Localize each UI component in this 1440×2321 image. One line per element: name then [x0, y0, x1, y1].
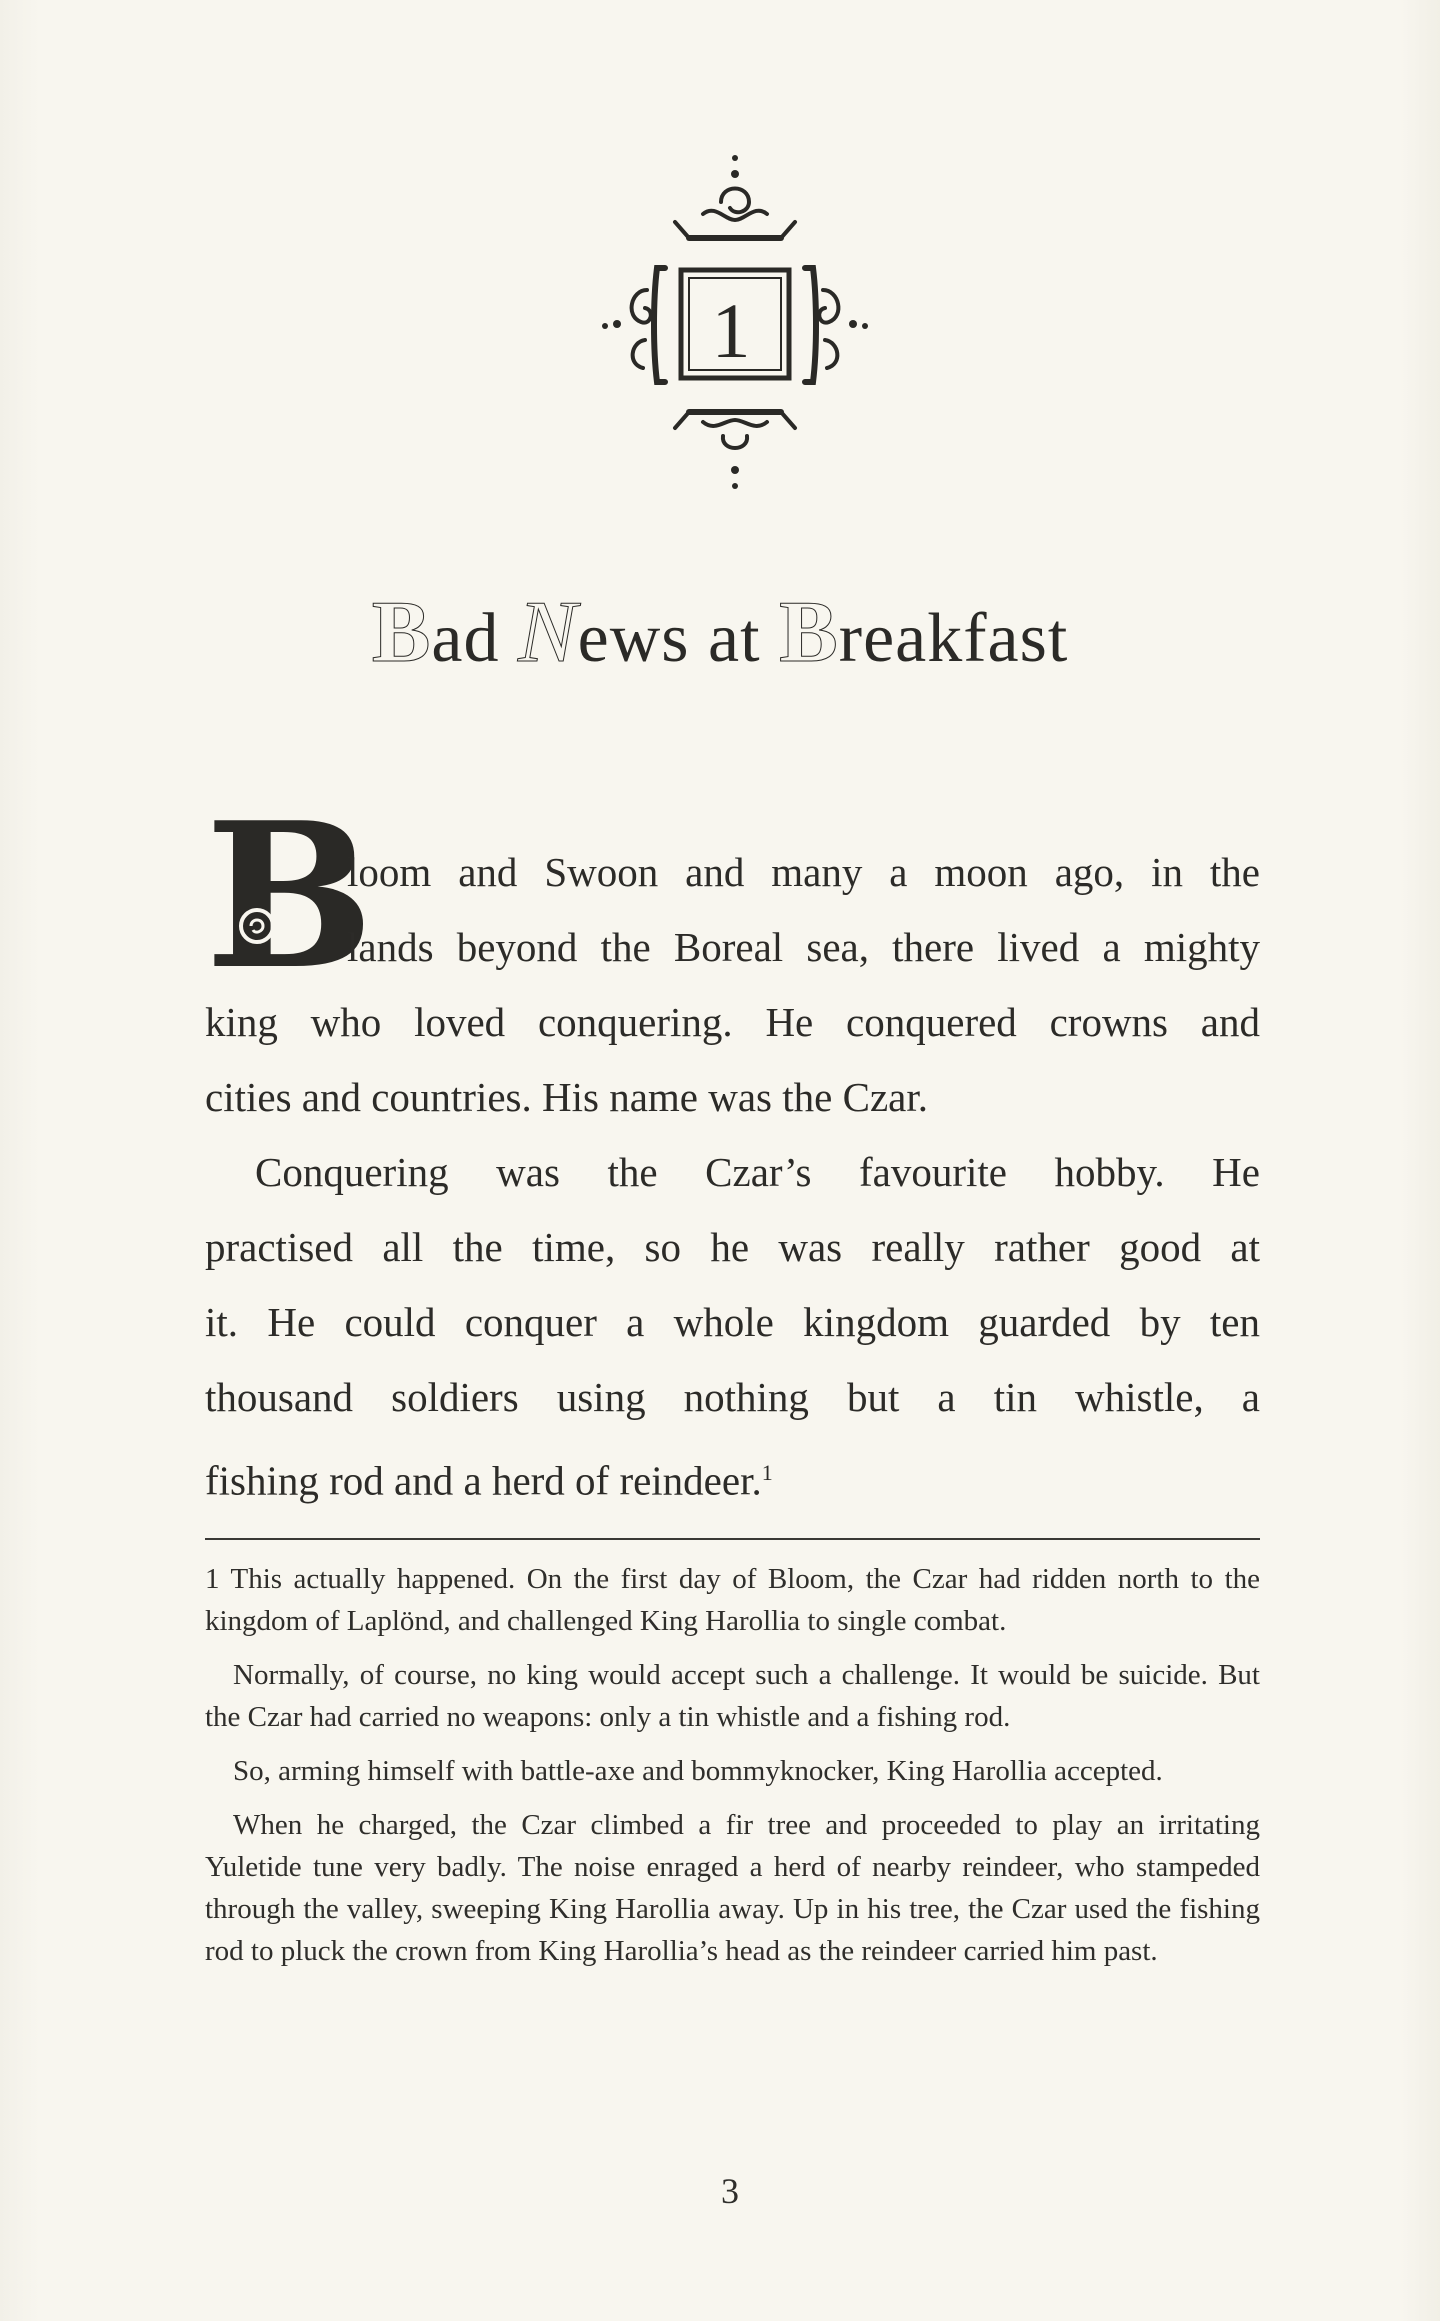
title-word-part: ad	[431, 600, 518, 677]
drop-cap	[205, 779, 375, 1014]
body-line: Conquering was the Czar’s favourite hobby. He	[255, 1149, 1260, 1195]
footnote-paragraph: So, arming himself with battle-axe and bommyknocker, King Harollia accepted.	[233, 1755, 1163, 1787]
body-line: lands beyond the Boreal sea, there lived a mighty	[347, 924, 1260, 970]
body-line-last	[205, 1435, 773, 1519]
chapter-title	[200, 580, 1240, 686]
body-line: practised all the time, so he was really rather good at	[205, 1224, 1260, 1270]
footnotes	[205, 1558, 1260, 1972]
footnote-paragraph: 1 This actually happened. On the first day of Bloom, the Czar had ridden north to the kingdom of Laplönd, and challenged King Harollia to single combat.	[205, 1563, 1260, 1637]
footnote-marker[interactable]: 1	[761, 1460, 773, 1485]
title-word-part: ews at	[577, 600, 780, 677]
chapter-number: 1	[711, 287, 751, 374]
body-line: loom and Swoon and many a moon ago, in the	[347, 849, 1260, 895]
body-line: it. He could conquer a whole kingdom guarded by ten	[205, 1299, 1260, 1345]
title-initial-n: N	[517, 584, 578, 681]
body-line: thousand soldiers using nothing but a tin whistle, a	[205, 1374, 1260, 1420]
footnote-paragraph: Normally, of course, no king would accept such a challenge. It would be suicide. But the Czar had carried no weapons: only a tin whistle and a fishing rod.	[205, 1659, 1260, 1733]
body-line: king who loved conquering. He conquered crowns and	[205, 999, 1260, 1045]
body-line: cities and countries. His name was the Czar.	[205, 1074, 928, 1120]
page-number: 3	[721, 2171, 739, 2211]
drop-cap-letter: B	[205, 779, 375, 1014]
title-initial-b: B	[371, 584, 432, 681]
title-initial-b: B	[779, 584, 839, 681]
title-word-part: reakfast	[838, 600, 1069, 677]
footnote-paragraph: When he charged, the Czar climbed a fir tree and proceeded to play an irritating Yuletide tune very badly. The noise enraged a herd of nearby reindeer, who stampeded through the valley, sweeping King Harollia away. Up in his tree, the Czar used the fishing rod to pluck the crown from King Harollia’s head as the reindeer carried him past.	[205, 1809, 1260, 1967]
body-line-text: fishing rod and a herd of reindeer.	[205, 1457, 762, 1504]
footnote-divider	[205, 1538, 1260, 1540]
